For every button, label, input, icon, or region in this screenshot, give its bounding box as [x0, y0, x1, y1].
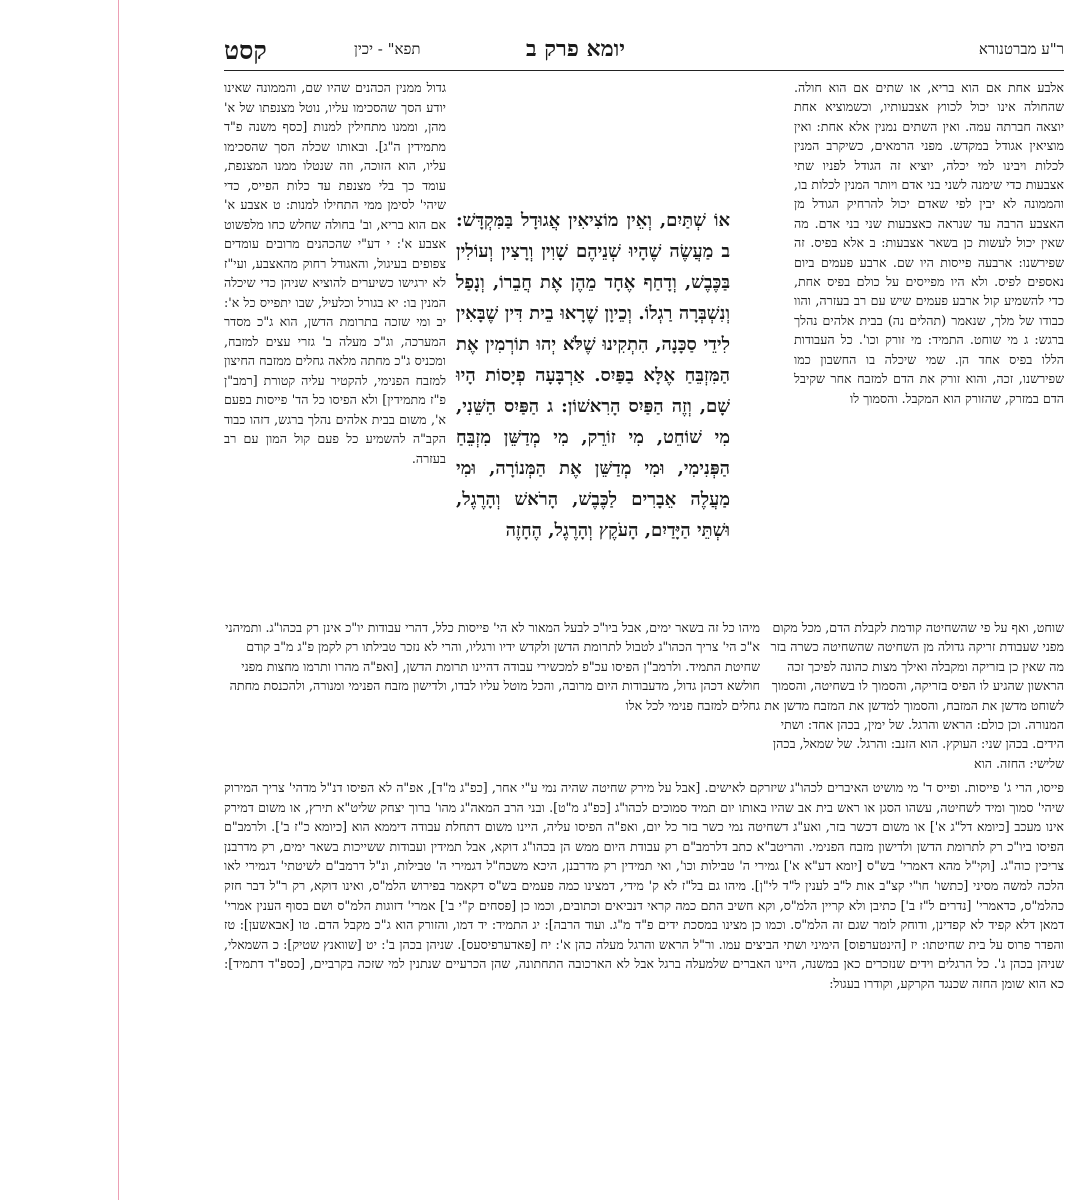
- mishna-text-block: [456, 205, 730, 546]
- bartenura-column-bottom: [764, 618, 1064, 773]
- tiferet-column-mid: [224, 618, 760, 715]
- chapter-title: יומא פרק ב: [526, 36, 626, 62]
- page-number: קסט: [224, 36, 267, 65]
- tiferet-text-top: גדול ממנין הכהנים שהיו שם, והממונה שאינו יודע הסך שהסכימו עליו, נוטל מצנפתו של א' מהן, וממנו מתחילין למנות [כסף משנה פ"ד מתמידין ה"ג]. ובאותו שכלה הסך שהסכימו עליו, הוא הזוכה, וזה שנטלו ממנו המצנפת, עומד כך בלי מצנפת עד כלות הפייס, כדי שיהי' לסימן ממי התחילו למנות: ט אצבע א' אם הוא בריא, וב' בחולה שחלש כחו מלפשוט אצבע א': י דע"י שהכהנים מרובים עומדים צפופים בעיגול, והאגודל רחוק מהאצבע, ועי"ז לא ירגישו כשיערים להוציא שניהן כדי שיכלה המנין בו: יא בגורל וכלעיל, שבו יתפייס כל א': יב ומי שזכה בתרומת הדשן, הוא ג"כ מסדר המערכה, וג"כ מעלה ב' גזרי עצים למזבח, ומכניס ג"כ מחתה מלאה גחלים ממזבח החיצון למזבח הפנימי, להקטיר עליה קטורת [רמב"ן פ"ז מתמידין] ולא הפיסו כל הד' פייסות בפעם א', משום בבית אלהים נהלך ברגש, דזהו כבוד הקב"ה להשמיע כל פעם קול המון עם רב בעזרה.: [224, 80, 446, 466]
- tiferet-fullwidth: [224, 778, 1064, 994]
- commentary-title-secondary: תפא" - יכין: [354, 40, 421, 58]
- running-header: [224, 30, 1064, 71]
- bartenura-column-top: [794, 78, 1064, 408]
- tiferet-text-full: פייסו, הרי ג' פייסות. ופייס ד' מי מושיט האיברים לכהו"ג שיזרקם לאישים. [אבל על מירק שחיטה שהיה נמי ע"י אחר, [כפ"ג מ"ד], אפ"ה לא הפיסו דנ"ל מדהי' צריך המירוק שיהי' סמוך ומיד לשחיטה, עשהו הסגן או ראש בית אב שהיו באותו יום תמיד סמוכים לכהו"ג [כפ"ג מ"ט]. ובני הרב המאה"ג מהו' ברוך יצחק שליט"א תירץ, או משום דמירק אינו מעכב [כיומא דל"ג א'] או משום דכשר בזר, ואע"ג דשחיטה נמי כשר בזר כל יום, ואפ"ה הפיסו עליה, היינו משום דתחלת עבודה דיממא הוא [כיומא כ"ז ב']. ולרמב"ם הפיסו ביו"כ רק לתרומת הדשן ולדישון מזבח הפנימי. והריטב"א כתב דלרמב"ם רק עבודת היום ממש הן בכהו"ג דוקא, אבל תמידין ועבודות ששייכות בשאר ימים, רק מדרבנן צריכין כוה"ג. [וקי"ל מהא דאמרי' בש"ס [יומא דע"א א'] גמירי ה' טבילות וכו', ואי תמידין רק מדרבנן, היכא משכח"ל דגמירי ה' טבילות, ונ"ל דרמב"ם לשיטתי' דגמירי לאו הלכה למשה מסיני [כתשו' חו"י קצ"ב אות ל"ב לענין ל"ד לי"ן]. מיהו גם בל"ז לא ק' מידי, דמצינו כמה פעמים בש"ס דקאמר בפירוש הלמ"ס, ואינו דוקא, רק ר"ל דבר חזק כהלמ"ס, כדאמרי' [נדרים ל"ז ב'] כתיבן ולא קריין הלמ"ס, וקא חשיב התם כמה קראי דנביאים וכתובים, וכמו כן [פסחים ק"י ב'] אמרי' דזוגות הלמ"ס ושם בסוף הענין אמרי' דמאן דלא קפיד לא קפדינן, ודוחק לומר שגם זה הלמ"ס. וכמו כן מצינו במסכת ידים פ"ד מ"ג. ועוד הרבה]: יג התמיד: יד דמו, והזורק הוא ג"כ מקבל הדם. טו [אבאשען]: טז והפדר פרוס על בית שחיטתו: יז [הינטערפוס] הימיני ושתי הביצים עמו. ור"ל הראש והרגל מעלה כהן א': יח [פאדערפיסעס]. שניהן בכהן ב': יט [שוואנץ שטיק]: כ השמאלי, שניהן בכהן ג'. כל הרגלים וידים שנזכרים כאן במשנה, היינו האברים שלמעלה ברגל אבל לא הארכובה התחתונה, שהן הכרעיים שנתנין למי שזכה בקרביים, [כספ"ד דתמיד]: כא הוא שומן החזה שכנגד הקרקע, וקודרו בעגול:: [224, 780, 1064, 991]
- tiferet-text-mid: מיהו כל זה בשאר ימים, אבל ביו"כ לבעל המאור לא הי' פייסות כלל, דהרי עבודות יו"כ אינן רק בכהו"ג. ותמיהני א"כ הי' צריך הכהו"ג לטבול לתרומת הדשן ולקדש ידיו ורגליו, והרי לא נזכר טבילתו רק לקמן פ"ג מ"ב קודם שחיטת התמיד. ולרמב"ן הפיסו עכ"פ למכשירי עבודה דהיינו תרומת הדשן, [ואפ"ה מהרו ותרמו מחצות מפני חולשא דכהן גדול, מדעבודות היום מרובה, והכל מוטל עליו לבדו, ולדישון מזבח הפנימי ומנורה, ולהכנסת מחתה גחלים למזבח פנימי לכל אלו: [225, 620, 760, 713]
- commentary-title: ר"ע מברטנורא: [978, 40, 1064, 58]
- page-edge-line: [118, 0, 119, 1200]
- bartenura-text-bottom: שוחט, ואף על פי שהשחיטה קודמת לקבלת הדם, מכל מקום מפני שעבודת זריקה גדולה מן השחיטה שהשחיטה כשרה בזר מה שאין כן בזריקה ומקבלה ואילך מצות כהונה לפיכך זכה הראשון שהגיע לו הפיס בזריקה, והסמוך לו בשחיטה, והסמוך לשוחט מדשן את המזבח, והסמוך למדשן את המזבח מדשן את המנורה. וכן כולם: הראש והרגל. של ימין, בכהן אחד: ושתי הידים. בכהן שני: העוקץ. הוא הזנב: והרגל. של שמאל, בכהן שלישי: החזה. הוא: [764, 620, 1064, 771]
- page: [224, 30, 1064, 1130]
- mishna-text: אוֹ שְׁתַּיִם, וְאֵין מוֹצִיאִין אֲגוּדָל בַּמִּקְדָּשׁ: ב מַעֲשֶׂה שֶׁהָיוּ שְׁנֵיהֶם שָׁוִין וְרָצִין וְעוֹלִין בַּכֶּבֶשׁ, וְדָחַף אֶחָד מֵהֶן אֶת חֲבֵרוֹ, וְנָפַל וְנִשְׁבְּרָה רַגְלוֹ. וְכֵיוָן שֶׁרָאוּ בֵית דִּין שֶׁבָּאִין לִידֵי סַכָּנָה, הִתְקִינוּ שֶׁלֹּא יְהוּ תוֹרְמִין אֶת הַמִּזְבֵּחַ אֶלָּא בַפַּיִס. אַרְבָּעָה פְיָסוֹת הָיוּ שָׁם, וְזֶה הַפַּיִס הָרִאשׁוֹן: ג הַפַּיִס הַשֵּׁנִי, מִי שׁוֹחֵט, מִי זוֹרֵק, מִי מְדַשֵּׁן מִזְבֵּחַ הַפְּנִימִי, וּמִי מְדַשֵּׁן אֶת הַמְּנוֹרָה, וּמִי מַעֲלֶה אֵבָרִים לַכֶּבֶשׁ, הָרֹאשׁ וְהָרֶגֶל, וּשְׁתֵּי הַיָּדַיִם, הָעֹקֶץ וְהָרֶגֶל, הֶחָזֶה: [456, 210, 730, 541]
- bartenura-text-top: אלבע אחת אם הוא בריא, או שתים אם הוא חולה. שהחולה אינו יכול לכווץ אצבעותיו, וכשמוציא אחת יוצאה חברתה עמה. ואין השתים נמנין אלא אחת: ואין מוציאין אגודל במקדש. מפני הרמאים, כשיקרב המנין לכלות ויבינו למי יכלה, יוציא זה הגודל לפניו שתי אצבעות כדי שימנה לשני בני אדם ויותר המנין לכלות בו, והממונה לא יבין לפי שאדם יכול להרחיק הגודל מן האצבע הרבה עד שנראה כאצבעות שני בני אדם. מה שאין יכול לעשות כן בשאר אצבעות: ב אלא בפיס. זה שפירשנו: ארבעה פייסות היו שם. ארבע פעמים ביום נאספים לפיס. ולא היו מפייסים על כולם בפיס אחת, כדי להשמיע קול ארבע פעמים שיש עם רב בעזרה, והוו כבודו של מלך, שנאמר (תהלים נה) בבית אלהים נהלך ברגש: ג מי שוחט. התמיד: מי זורק וכו'. כל העבודות הללו בפיס אחד הן. שמי שיכלה בו החשבון כמו שפירשנו, זכה, והוא זורק את הדם למזבח אחר שקיבל הדם במזרק, שהזורק הוא המקבל. והסמוך לו: [794, 80, 1064, 406]
- tiferet-column-top: [224, 78, 446, 468]
